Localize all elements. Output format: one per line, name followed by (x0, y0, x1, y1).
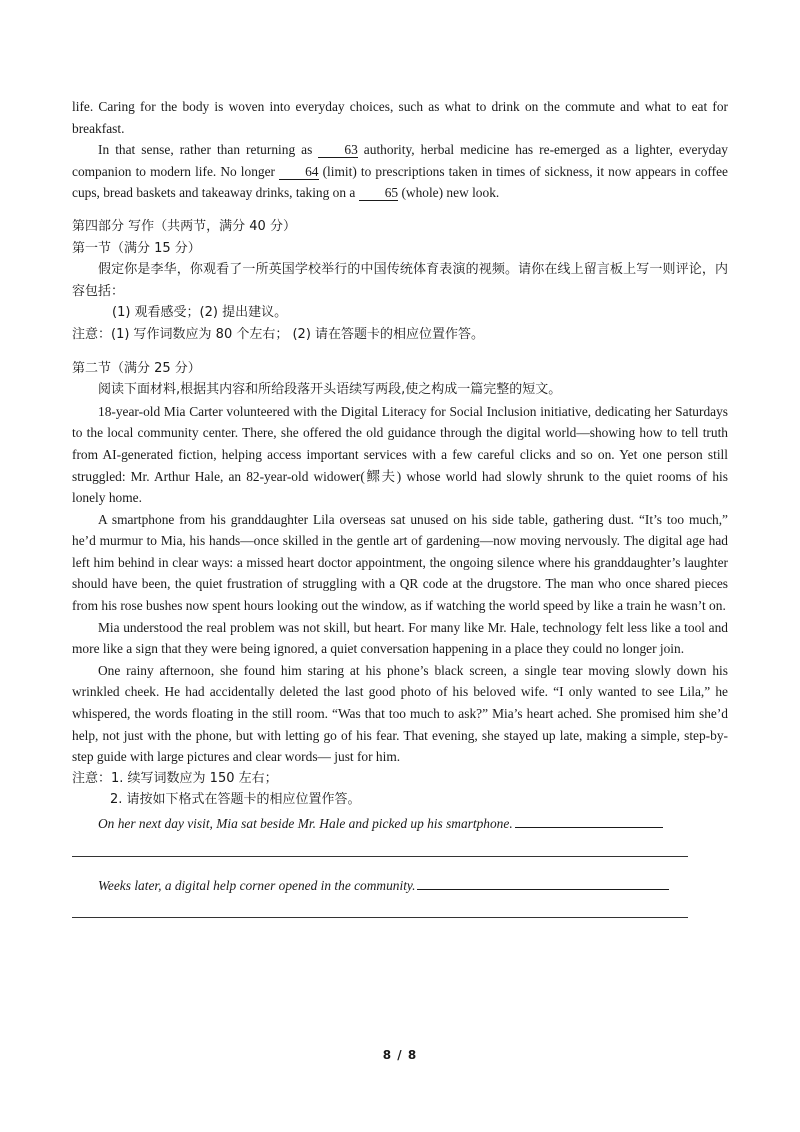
continuation-prompt-1 (72, 813, 728, 835)
continuation-prompt-2 (72, 875, 728, 897)
passage-paragraph-blanks (72, 139, 728, 204)
section2-note2: 2. 请按如下格式在答题卡的相应位置作答。 (110, 792, 361, 808)
answer-line[interactable] (417, 888, 669, 890)
passage-text: (limit) to prescriptions taken in times of sickness, it now appears in coffee cups, bread baskets and takeaway drinks, taking on a (72, 163, 728, 201)
passage-text: In that sense, rather than returning as (98, 142, 319, 158)
blank-65[interactable]: 65 (359, 185, 398, 201)
passage-text: (whole) new look. (398, 185, 500, 201)
section1-note: 注意：(1) 写作词数应为 80 个左右； (2) 请在答题卡的相应位置作答。 (72, 326, 485, 342)
passage-paragraph: life. Caring for the body is woven into everyday choices, such as what to drink on the commute and what to eat for breakfast. (72, 99, 728, 136)
answer-line-full[interactable] (72, 916, 688, 918)
story-paragraph: One rainy afternoon, she found him staring at his phone’s black screen, a single tear moving slowly down his wrinkled cheek. He had accidentally deleted the last good photo of his beloved wife. “I only wanted to see Lila,” he whispered, the words floating in the still room. “Was that too much to ask?” Mia’s heart ached. She promised him she’d help, not just with the phone, but with letting go of his fear. That evening, she stayed up late, making a simple, step-by-step guide with large pictures and clear words— just for him. (72, 662, 728, 765)
blank-63[interactable]: 63 (318, 142, 357, 158)
section2-title: 第二节（满分 25 分） (72, 360, 201, 376)
part-title: 第四部分 写作（共两节，满分 40 分） (72, 218, 296, 234)
page-number: 8 / 8 (382, 1048, 418, 1062)
prompt-text: On her next day visit, Mia sat beside Mr. Hale and picked up his smartphone. (98, 816, 513, 831)
answer-line-full[interactable] (72, 855, 688, 857)
blank-64[interactable]: 64 (279, 164, 318, 180)
passage-text: authority, herbal medicine has re-emerged as a lighter, everyday companion to modern life. No longer (72, 142, 728, 179)
story-paragraph: 18-year-old Mia Carter volunteered with the Digital Literacy for Social Inclusion initiative, dedicating her Saturdays to the local community center. There, she offered the old guidance through the digital world—showing how to tell truth from AI-generated fiction, helping access important services with a few careful clicks and so on. Yet one person still struggled: Mr. Arthur Hale, an 82-year-old widower(鳏夫) whose world had slowly shrunk to the quiet rooms of his lonely home. (72, 403, 728, 506)
story-paragraph: Mia understood the real problem was not skill, but heart. For many like Mr. Hale, technology felt less like a tool and more like a sign that they were being ignored, a quiet conversation happening in a place they could no longer join. (72, 619, 728, 657)
prompt-text: Weeks later, a digital help corner opened in the community. (98, 877, 416, 893)
section2-note1: 注意：1. 续写词数应为 150 左右； (72, 770, 278, 786)
section1-title: 第一节（满分 15 分） (72, 240, 201, 256)
story-paragraph: A smartphone from his granddaughter Lila overseas sat unused on his side table, gathering dust. “It’s too much,” he’d murmur to Mia, his hands—once skilled in the gentle art of gardening—now moving nervously. The digital age had left him behind in clear ways: a missed heart doctor appointment, the ongoing silence where his granddaughter’s laughter should have been, the quiet frustration of struggling with a QR code at the drugstore. The man who once shared pieces from his rose bushes now spent hours looking out the window, as if watching the world speed by like a train he wasn’t on. (72, 511, 728, 614)
page-content (72, 96, 728, 918)
section1-task: 假定你是李华，你观看了一所英国学校举行的中国传统体育表演的视频。请你在线上留言板上写一则评论，内容包括： (72, 262, 728, 299)
section2-instruction: 阅读下面材料,根据其内容和所给段落开头语续写两段,使之构成一篇完整的短文。 (98, 382, 562, 398)
answer-line[interactable] (515, 826, 663, 828)
section1-items: (1) 观看感受；(2) 提出建议。 (112, 305, 288, 321)
